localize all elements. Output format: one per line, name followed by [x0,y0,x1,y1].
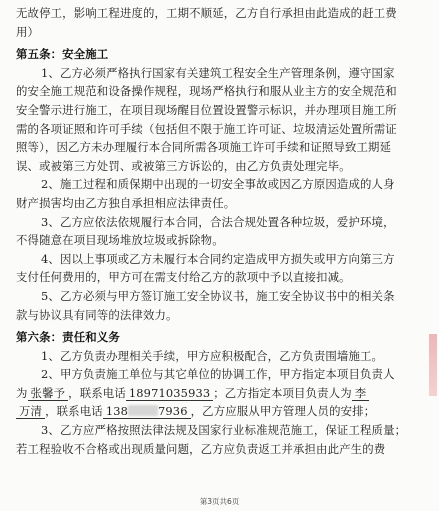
text-line: 若工程验收不合格或出现质量问题，乙方应负责返工并承担由此产生的费 [16,441,386,456]
text-fragment: ，乙方应服从甲方管理人员的安排； [190,404,376,419]
text-line: 1、乙方必须严格执行国家有关建筑工程安全生产管理条例，遵守国家 [41,65,395,80]
text-line: 需的各项证照和许可手续（包括但不限于施工许可证、垃圾清运处置所需证 [16,121,397,136]
text-line: 财产损害均由乙方独自承担相应法律责任。 [16,195,236,210]
text-line: 误、或被第三方处罚、或被第三方诉讼的，由乙方负责处理完毕。 [16,158,351,173]
text-line: 安全警示进行施工，在项目现场醒目位置设置警示标识，并办理项目施工所 [16,102,397,117]
party-b-contact-name-part1: 李 [352,386,370,401]
redacted-digits [128,405,158,416]
text-line: 款与协议具有同等的法律效力。 [16,307,178,322]
text-line: 2、甲方负责施工单位与其它单位的协调工作，甲方指定本项目负责人 [41,367,395,382]
text-line: 3、乙方应依法依规履行本合同，合法合规处置各种垃圾，爱护环境， [41,214,395,229]
contacts-line-2 [16,402,427,421]
seal-stamp-edge [429,334,437,396]
text-fragment: ；乙方指定本项目负责人为 [213,385,352,400]
section-5-heading: 第五条：安全施工 [16,47,109,62]
phone-suffix: 7936 [158,404,188,419]
text-line: 支付任何费用的，甲方可在需支付给乙方的款项中予以直接扣减。 [16,270,351,285]
party-b-contact-name-part2: 万清 [16,404,45,419]
text-fragment: 为 [16,385,28,400]
text-line: 用） [16,24,40,39]
text-line: 3、乙方应严格按照法律法规及国家行业标准规范施工，保证工程质量； [41,423,407,438]
page-number: 第3页共6页 [199,497,240,506]
party-a-contact-phone: 18971035933 [126,386,213,401]
text-line: 5、乙方必须与甲方签订施工安全协议书，施工安全协议书中的相关条 [41,288,395,303]
text-line: 不得随意在项目现场堆放垃圾或拆除物。 [16,233,224,248]
party-a-contact-name: 张馨予 [28,386,69,401]
text-line: 4、因以上事项或乙方未履行本合同约定造成甲方损失或甲方向第三方 [41,251,395,266]
text-line: 1、乙方负责办理相关手续，甲方应积极配合，乙方负责围墙施工。 [41,348,384,363]
text-fragment: ，联系电话 [68,385,126,400]
text-line: 无故停工，影响工程进度的，工期不顺延，乙方自行承担由此造成的赶工费 [16,6,397,20]
text-line: 照等），因乙方未办理履行本合同所需各项施工许可手续和证照导致工期延 [16,140,392,155]
text-fragment: ，联系电话 [45,404,103,419]
text-line: 的安全施工规范和设备操作规程，现场严格执行和服从业主方的安全规范和 [16,84,397,99]
party-b-contact-phone [103,404,191,419]
section-6-heading: 第六条：责任和义务 [16,330,120,345]
phone-prefix: 138 [105,404,129,419]
contacts-line-1 [16,384,427,403]
text-line: 2、施工过程和质保期中出现的一切安全事故或因乙方原因造成的人身 [41,177,395,192]
